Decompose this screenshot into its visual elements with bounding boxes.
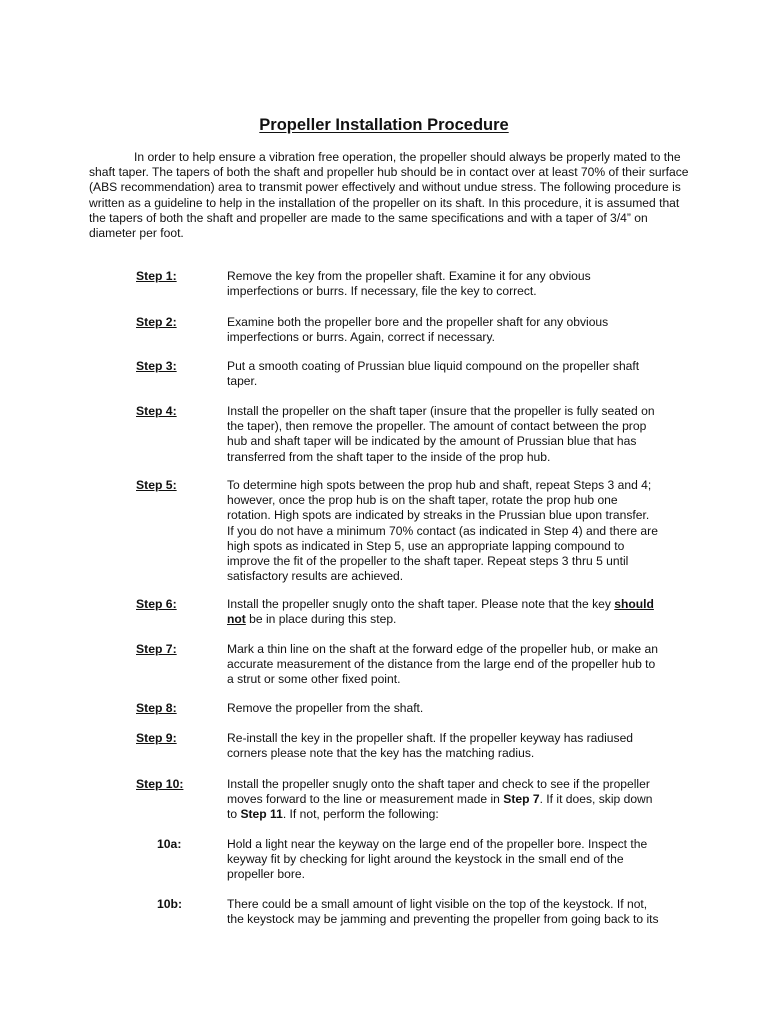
step-line: Install the propeller on the shaft taper (insure that the propeller is fully seated on bbox=[227, 404, 655, 418]
step-label: Step 10: bbox=[136, 777, 184, 791]
step-line: corners please note that the key has the matching radius. bbox=[227, 746, 535, 761]
step-text bbox=[227, 897, 687, 927]
step-line: imperfections or burrs. If necessary, file the key to correct. bbox=[227, 284, 537, 299]
step-line: Install the propeller snugly onto the shaft taper and check to see if the propeller bbox=[227, 777, 650, 791]
step-text bbox=[227, 478, 687, 584]
step-line: Examine both the propeller bore and the propeller shaft for any obvious bbox=[227, 315, 609, 329]
step-line: keyway fit by checking for light around the keystock in the small end of the bbox=[227, 852, 624, 867]
step-text bbox=[227, 269, 687, 299]
step-text bbox=[227, 837, 687, 883]
step-line: Mark a thin line on the shaft at the forward edge of the propeller hub, or make an bbox=[227, 642, 658, 656]
step-line: To determine high spots between the prop hub and shaft, repeat Steps 3 and 4; bbox=[227, 478, 652, 492]
step-label: Step 7: bbox=[136, 642, 177, 656]
step-text bbox=[227, 731, 687, 761]
step-line: accurate measurement of the distance from the large end of the propeller hub to bbox=[227, 657, 656, 672]
emphasis-text: should bbox=[614, 597, 654, 611]
step-line: taper. bbox=[227, 374, 258, 389]
intro-line: procedure, it is assumed that the tapers of both the shaft and propeller are made to the same bbox=[89, 195, 680, 225]
step-line: satisfactory results are achieved. bbox=[227, 569, 404, 584]
intro-line: to the shaft taper. The tapers of both the shaft and propeller hub should be in contact over at least 70% of bbox=[89, 150, 681, 180]
substep-label: 10a: bbox=[157, 837, 182, 851]
step-line: the keystock may be jamming and preventing the propeller from going back to its bbox=[227, 912, 659, 927]
step-line: Remove the propeller from the shaft. bbox=[227, 701, 424, 715]
intro-line: In order to help ensure a vibration free operation, the propeller should always be properly mated bbox=[134, 150, 647, 164]
step-line: Install the propeller snugly onto the shaft taper. Please note that the key bbox=[227, 597, 615, 611]
step-line: There could be a small amount of light visible on the top of the keystock. If not, bbox=[227, 897, 648, 911]
step-line: rotation. High spots are indicated by streaks in the Prussian blue upon transfer. bbox=[227, 508, 650, 523]
intro-line: their surface (ABS recommendation) area to transmit power effectively and without undue stress. The bbox=[89, 165, 689, 195]
intro-line: following procedure is written as a guideline to help in the installation of the propeller on its shaft. In this bbox=[89, 180, 681, 210]
step-line: imperfections or burrs. Again, correct if necessary. bbox=[227, 330, 495, 345]
step-reference: Step 7 bbox=[503, 792, 540, 807]
step-line: improve the fit of the propeller to the shaft taper. Repeat steps 3 thru 5 until bbox=[227, 554, 629, 569]
step-text bbox=[227, 642, 687, 688]
emphasis-text: not bbox=[227, 612, 246, 627]
substep-label: 10b: bbox=[157, 897, 183, 911]
step-line: however, once the prop hub is on the shaft taper, rotate the prop hub one bbox=[227, 493, 618, 508]
step-line: a strut or some other fixed point. bbox=[227, 672, 401, 687]
step-line: to bbox=[227, 807, 241, 822]
step-line: Hold a light near the keyway on the large end of the propeller bore. Inspect the bbox=[227, 837, 648, 851]
step-line: hub and shaft taper will be indicated by the amount of Prussian blue that has bbox=[227, 434, 637, 449]
step-label: Step 3: bbox=[136, 359, 177, 373]
step-label: Step 5: bbox=[136, 478, 177, 492]
step-text bbox=[227, 404, 687, 465]
step-text bbox=[227, 701, 687, 716]
step-reference: Step 11 bbox=[240, 807, 283, 822]
step-line: high spots as indicated in Step 5, use an appropriate lapping compound to bbox=[227, 538, 625, 553]
step-line: Re-install the key in the propeller shaft. If the propeller keyway has radiused bbox=[227, 731, 634, 745]
step-line: transferred from the shaft taper to the inside of the prop hub. bbox=[227, 449, 551, 464]
step-text bbox=[227, 777, 687, 823]
step-line: moves forward to the line or measurement made in bbox=[227, 792, 504, 807]
step-text bbox=[227, 315, 687, 345]
step-line: be in place during this step. bbox=[245, 612, 397, 627]
step-line: Put a smooth coating of Prussian blue liquid compound on the propeller shaft bbox=[227, 359, 640, 373]
step-text bbox=[227, 597, 687, 627]
step-label: Step 2: bbox=[136, 315, 177, 329]
step-line: the taper), then remove the propeller. The amount of contact between the prop bbox=[227, 419, 647, 434]
step-line: propeller bore. bbox=[227, 867, 305, 882]
intro-paragraph bbox=[89, 150, 689, 241]
step-line: . If it does, skip down bbox=[539, 792, 653, 807]
step-label: Step 6: bbox=[136, 597, 177, 611]
step-line: . If not, perform the following: bbox=[282, 807, 439, 822]
intro-line: specifications and with a taper of 3/4” on diameter per foot. bbox=[89, 210, 648, 241]
step-label: Step 9: bbox=[136, 731, 177, 745]
step-line: If you do not have a minimum 70% contact (as indicated in Step 4) and there are bbox=[227, 523, 658, 538]
step-line: Remove the key from the propeller shaft. Examine it for any obvious bbox=[227, 269, 591, 283]
step-label: Step 1: bbox=[136, 269, 177, 283]
step-text bbox=[227, 359, 687, 389]
step-label: Step 4: bbox=[136, 404, 177, 418]
step-label: Step 8: bbox=[136, 701, 177, 715]
page-title: Propeller Installation Procedure bbox=[259, 116, 509, 134]
